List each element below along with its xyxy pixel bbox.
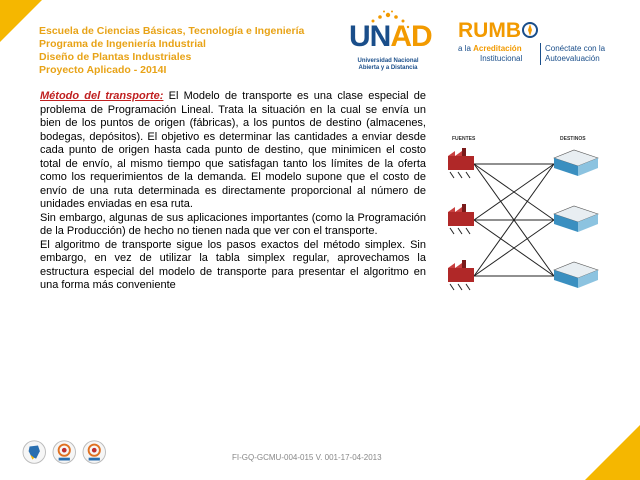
rumbo-logo: [458, 18, 628, 73]
section-title: Método del transporte:: [40, 90, 164, 102]
rumbo-accreditation: a la Acreditación: [458, 44, 522, 53]
unad-logo: [343, 10, 433, 80]
header-project: Proyecto Aplicado - 2014I: [39, 64, 167, 76]
quality-seal-icon: [83, 441, 106, 464]
transport-network-diagram: [442, 132, 610, 314]
colombia-seal-icon: [23, 441, 46, 464]
rumbo-institutional: Institucional: [480, 54, 523, 63]
rumbo-connect: Conéctate con la: [545, 44, 606, 53]
paragraph-algorithm: El algoritmo de transporte sigue los pasos exactos del método simplex. Sin embargo, en vez de utilizar la tabla simplex regular, aprovechamos la estructura especial del modelo de transporte para presentar el algoritmo en una forma más conveniente: [40, 238, 426, 291]
paragraph-intro-text: El Modelo de transporte es una clase especial de problema de Programación Lineal. Trata la situación en la cual se envía un bien de los puntos de origen (fábricas), a los puntos de destino (almacenes, bodegas, depósitos). El objetivo es determinar las cantidades a enviar desde cada punto de origen hasta cada punto de destino, que minimicen el costo total de envío, al mismo tiempo que satisfagan tanto los límites de la oferta como los requerimientos de la demanda. El modelo supone que el costo de envío de una ruta determinada es directamente proporcional al número de unidades enviadas en esa ruta.: [40, 90, 426, 210]
certification-seals: [18, 438, 118, 468]
header-text-block: [39, 25, 304, 77]
sources-label: FUENTES: [452, 136, 476, 142]
corner-decoration-top-left: [0, 0, 42, 42]
rumbo-selfeval: Autoevaluación: [545, 54, 600, 63]
transport-routes: [474, 164, 554, 276]
factory-icon: [448, 148, 474, 178]
warehouse-icon: [554, 206, 598, 232]
paragraph-intro: [40, 90, 426, 212]
factory-icon: [448, 260, 474, 290]
rumbo-divider: [540, 43, 541, 65]
document-code: FI-GQ-GCMU-004-015 V. 001-17-04-2013: [232, 453, 382, 462]
header-program: Programa de Ingeniería Industrial: [39, 38, 206, 50]
header-course: Diseño de Plantas Industriales: [39, 51, 192, 63]
header-school: Escuela de Ciencias Básicas, Tecnología e Ingeniería: [39, 25, 305, 37]
warehouse-icon: [554, 150, 598, 176]
unad-subtitle: Universidad Nacional Abierta y a Distancia: [357, 58, 419, 71]
destinations-label: DESTINOS: [560, 136, 586, 142]
corner-decoration-bottom-right: [585, 425, 640, 480]
main-text: [40, 90, 426, 293]
factory-icon: [448, 204, 474, 234]
unad-wordmark: UNAD: [349, 20, 432, 53]
iso-seal-icon: [53, 441, 76, 464]
rumbo-wordmark: RUMB: [458, 20, 539, 42]
paragraph-applications: Sin embargo, algunas de sus aplicaciones importantes (como la Programación de la Producción) de hecho no tienen nada que ver con el transporte.: [40, 211, 426, 237]
compass-icon: [521, 21, 539, 39]
warehouse-icon: [554, 262, 598, 288]
